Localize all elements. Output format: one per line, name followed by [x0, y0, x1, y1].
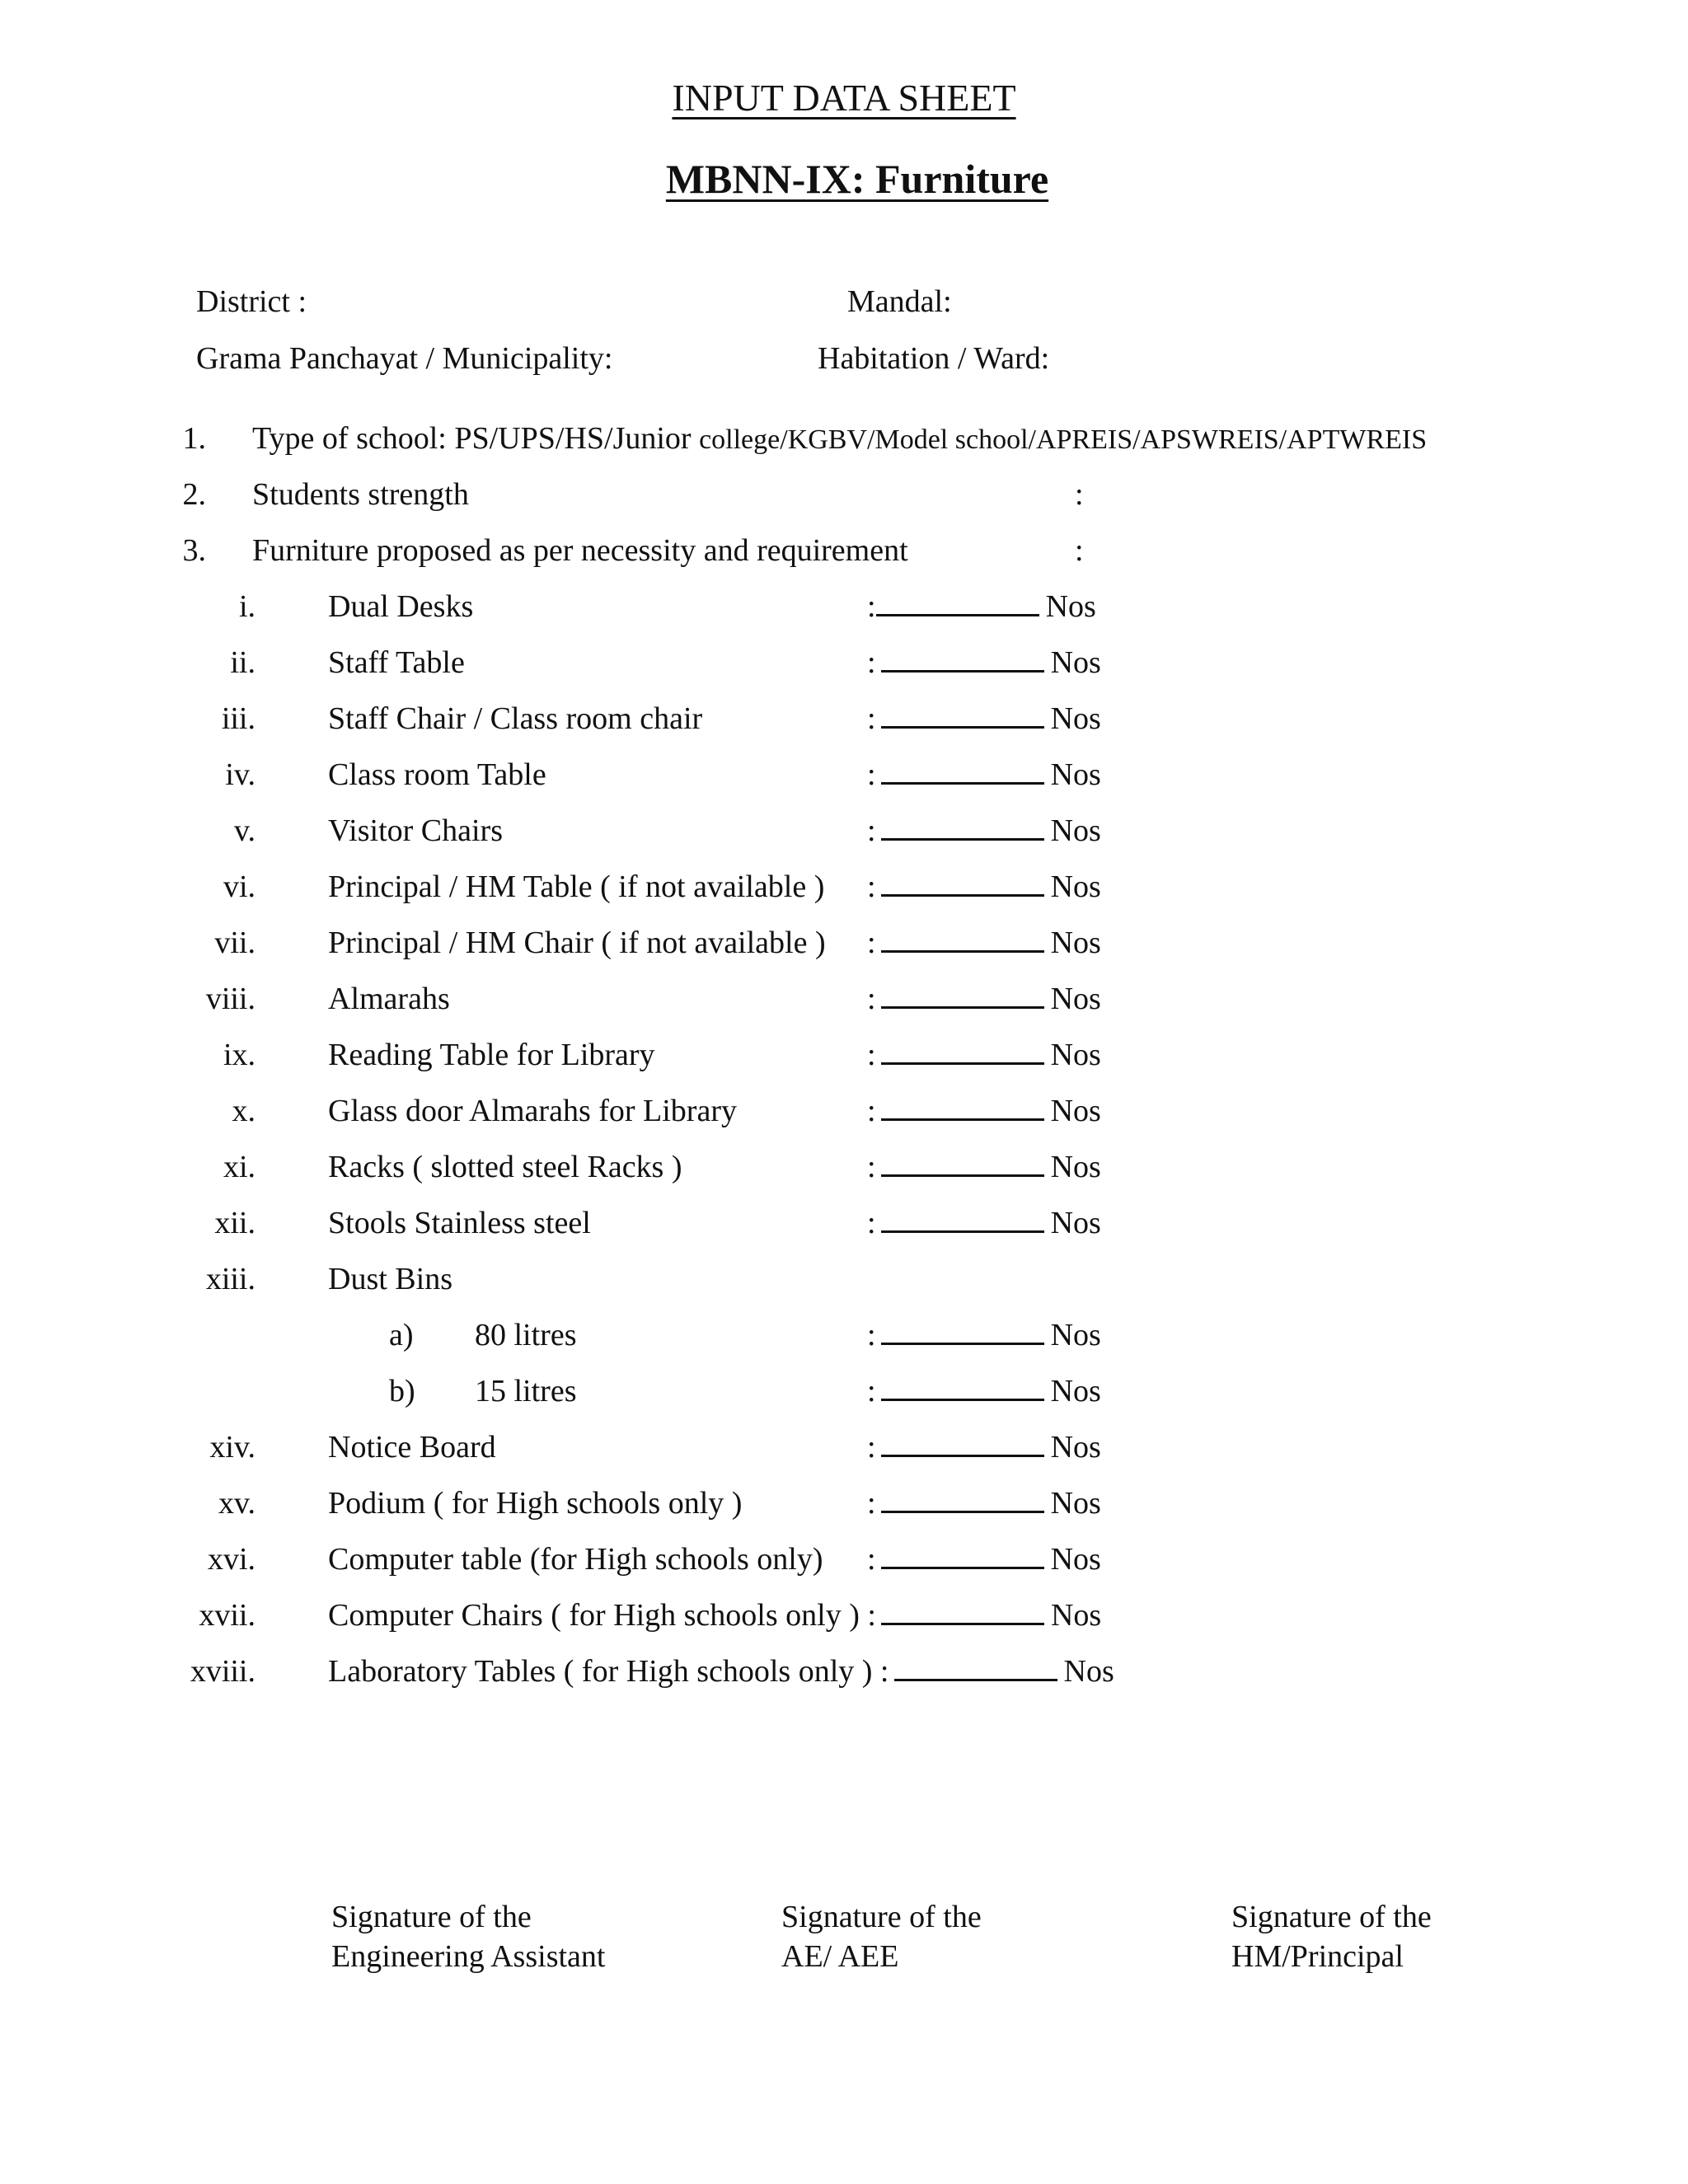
quantity-blank[interactable]: [881, 949, 1044, 953]
signature-ae-aee: [781, 1897, 982, 1976]
quantity-blank[interactable]: [881, 1509, 1044, 1513]
item-unit: Nos: [1050, 1150, 1101, 1184]
question-colon: :: [1075, 533, 1084, 568]
item-number: xviii.: [190, 1654, 256, 1689]
school-type-label: Type of school: PS/UPS/HS/Junior: [252, 421, 700, 456]
item-colon: :: [867, 1486, 876, 1521]
sub-item-label: 15 litres: [475, 1374, 577, 1408]
item-entry: [867, 1541, 1101, 1577]
item-colon: :: [867, 1318, 876, 1352]
item-label: Visitor Chairs: [328, 813, 503, 848]
item-label: Stools Stainless steel: [328, 1206, 591, 1240]
item-number: xvi.: [207, 1542, 256, 1577]
quantity-blank[interactable]: [881, 1061, 1044, 1065]
item-unit: Nos: [1050, 1038, 1101, 1072]
habitation-label: Habitation / Ward:: [818, 341, 1050, 376]
item-unit: Nos: [1050, 1542, 1101, 1577]
item-unit: Nos: [1050, 1598, 1102, 1633]
item-unit: Nos: [1050, 1374, 1101, 1408]
item-label: Glass door Almarahs for Library: [328, 1094, 737, 1128]
signature-hm-principal: [1231, 1897, 1432, 1976]
item-label: Principal / HM Chair ( if not available ): [328, 926, 826, 960]
item-unit: Nos: [1050, 1318, 1101, 1352]
item-colon: :: [867, 1374, 876, 1408]
item-unit: Nos: [1050, 1206, 1101, 1240]
item-entry: [328, 1653, 1114, 1690]
item-unit: Nos: [1050, 813, 1101, 848]
school-type-options: college/KGBV/Model school/APREIS/APSWREIS/APTWREIS: [699, 424, 1428, 455]
item-number: x.: [232, 1094, 256, 1128]
quantity-blank[interactable]: [881, 780, 1044, 785]
item-number: iii.: [221, 701, 256, 736]
item-colon: :: [867, 1206, 876, 1240]
item-entry: [867, 1093, 1101, 1129]
quantity-blank[interactable]: [881, 893, 1044, 897]
item-number: vii.: [214, 926, 256, 960]
quantity-blank[interactable]: [881, 1565, 1044, 1569]
question-number: 1.: [182, 421, 206, 456]
question-furniture-proposed: Furniture proposed as per necessity and requirement: [252, 533, 908, 568]
quantity-blank[interactable]: [881, 1341, 1044, 1345]
item-entry: [867, 1149, 1101, 1185]
quantity-blank[interactable]: [894, 1677, 1057, 1681]
item-label: Notice Board: [328, 1430, 496, 1465]
item-entry: [867, 1317, 1101, 1353]
item-entry: [867, 1485, 1101, 1521]
district-label: District :: [196, 284, 307, 319]
item-label: Staff Chair / Class room chair: [328, 701, 703, 736]
item-number: xv.: [218, 1486, 256, 1521]
item-label: Computer Chairs ( for High schools only ) :: [328, 1598, 876, 1633]
item-number: vi.: [223, 869, 256, 904]
item-number: ii.: [230, 645, 256, 680]
item-entry: [867, 869, 1101, 905]
quantity-blank[interactable]: [881, 1397, 1044, 1401]
question-number: 3.: [182, 533, 206, 568]
item-colon: :: [867, 1542, 876, 1577]
item-number: xiv.: [209, 1430, 256, 1465]
item-number: xiii.: [205, 1262, 256, 1296]
quantity-blank[interactable]: [881, 1621, 1044, 1625]
item-colon: :: [867, 926, 876, 960]
item-colon: :: [867, 701, 876, 736]
item-unit: Nos: [1063, 1654, 1114, 1689]
item-entry: [867, 1037, 1101, 1073]
item-entry: [867, 813, 1101, 849]
item-entry: [867, 701, 1101, 737]
quantity-blank[interactable]: [881, 1229, 1044, 1233]
page-subtitle: MBNN-IX: Furniture: [665, 156, 1049, 202]
question-number: 2.: [182, 477, 206, 512]
item-number: iv.: [225, 757, 256, 792]
item-unit: Nos: [1050, 1486, 1101, 1521]
item-unit: Nos: [1050, 1094, 1101, 1128]
item-number: xvii.: [199, 1598, 256, 1633]
item-number: v.: [233, 813, 256, 848]
item-colon: :: [867, 1038, 876, 1072]
question-school-type: [252, 420, 1427, 457]
item-unit: Nos: [1050, 1430, 1101, 1465]
item-label: Laboratory Tables ( for High schools only ) :: [328, 1654, 889, 1689]
item-label: Dual Desks: [328, 589, 474, 624]
mandal-label: Mandal:: [847, 284, 952, 319]
item-number: xi.: [223, 1150, 256, 1184]
item-label: Almarahs: [328, 982, 450, 1016]
item-entry: [867, 644, 1101, 681]
signature-engineering-assistant: [331, 1897, 605, 1976]
item-unit: Nos: [1050, 645, 1101, 680]
item-unit: Nos: [1050, 869, 1101, 904]
signature-line-1: Signature of the: [781, 1900, 982, 1934]
signature-line-1: Signature of the: [1231, 1900, 1432, 1934]
signature-line-1: Signature of the: [331, 1900, 532, 1934]
item-unit: Nos: [1050, 982, 1101, 1016]
sub-item-letter: b): [389, 1374, 415, 1408]
item-colon: :: [867, 645, 876, 680]
signature-line-2: Engineering Assistant: [331, 1939, 606, 1974]
page-title: INPUT DATA SHEET: [672, 77, 1016, 119]
item-number: xii.: [214, 1206, 256, 1240]
item-label: Racks ( slotted steel Racks ): [328, 1150, 682, 1184]
item-label: Staff Table: [328, 645, 465, 680]
item-number: i.: [238, 589, 256, 624]
item-unit: Nos: [1045, 589, 1096, 624]
item-label: Computer table (for High schools only): [328, 1542, 823, 1577]
item-colon: :: [867, 982, 876, 1016]
quantity-blank[interactable]: [881, 1453, 1044, 1457]
grama-panchayat-label: Grama Panchayat / Municipality:: [196, 341, 613, 376]
item-entry: [867, 757, 1101, 793]
item-colon: :: [867, 1150, 876, 1184]
item-entry: [867, 1373, 1101, 1409]
item-colon: :: [867, 869, 876, 904]
quantity-blank[interactable]: [881, 1005, 1044, 1009]
item-colon: :: [867, 757, 876, 792]
quantity-blank[interactable]: [881, 668, 1044, 673]
item-unit: Nos: [1050, 701, 1101, 736]
question-students-strength: Students strength: [252, 477, 469, 512]
quantity-blank[interactable]: [881, 837, 1044, 841]
sub-item-label: 80 litres: [475, 1318, 577, 1352]
item-colon: :: [867, 1094, 876, 1128]
item-label: Dust Bins: [328, 1262, 452, 1296]
sub-item-letter: a): [389, 1318, 414, 1352]
quantity-blank[interactable]: [881, 724, 1044, 729]
item-label: Principal / HM Table ( if not available ): [328, 869, 825, 904]
item-colon: :: [867, 813, 876, 848]
item-entry: [867, 1429, 1101, 1465]
item-entry: [328, 1597, 1101, 1633]
item-label: Podium ( for High schools only ): [328, 1486, 743, 1521]
signature-line-2: AE/ AEE: [781, 1939, 899, 1974]
item-number: viii.: [205, 982, 256, 1016]
item-colon: :: [867, 589, 876, 624]
item-entry: [867, 925, 1101, 961]
item-unit: Nos: [1050, 926, 1101, 960]
item-entry: [867, 1205, 1101, 1241]
quantity-blank[interactable]: [881, 1173, 1044, 1177]
item-label: Reading Table for Library: [328, 1038, 655, 1072]
quantity-blank[interactable]: [881, 1117, 1044, 1121]
item-unit: Nos: [1050, 757, 1101, 792]
quantity-blank[interactable]: [876, 612, 1039, 616]
signature-line-2: HM/Principal: [1231, 1939, 1404, 1974]
item-number: ix.: [223, 1038, 256, 1072]
item-colon: :: [867, 1430, 876, 1465]
item-entry: [867, 588, 1096, 625]
item-entry: [867, 981, 1101, 1017]
item-label: Class room Table: [328, 757, 546, 792]
question-colon: :: [1075, 477, 1084, 512]
